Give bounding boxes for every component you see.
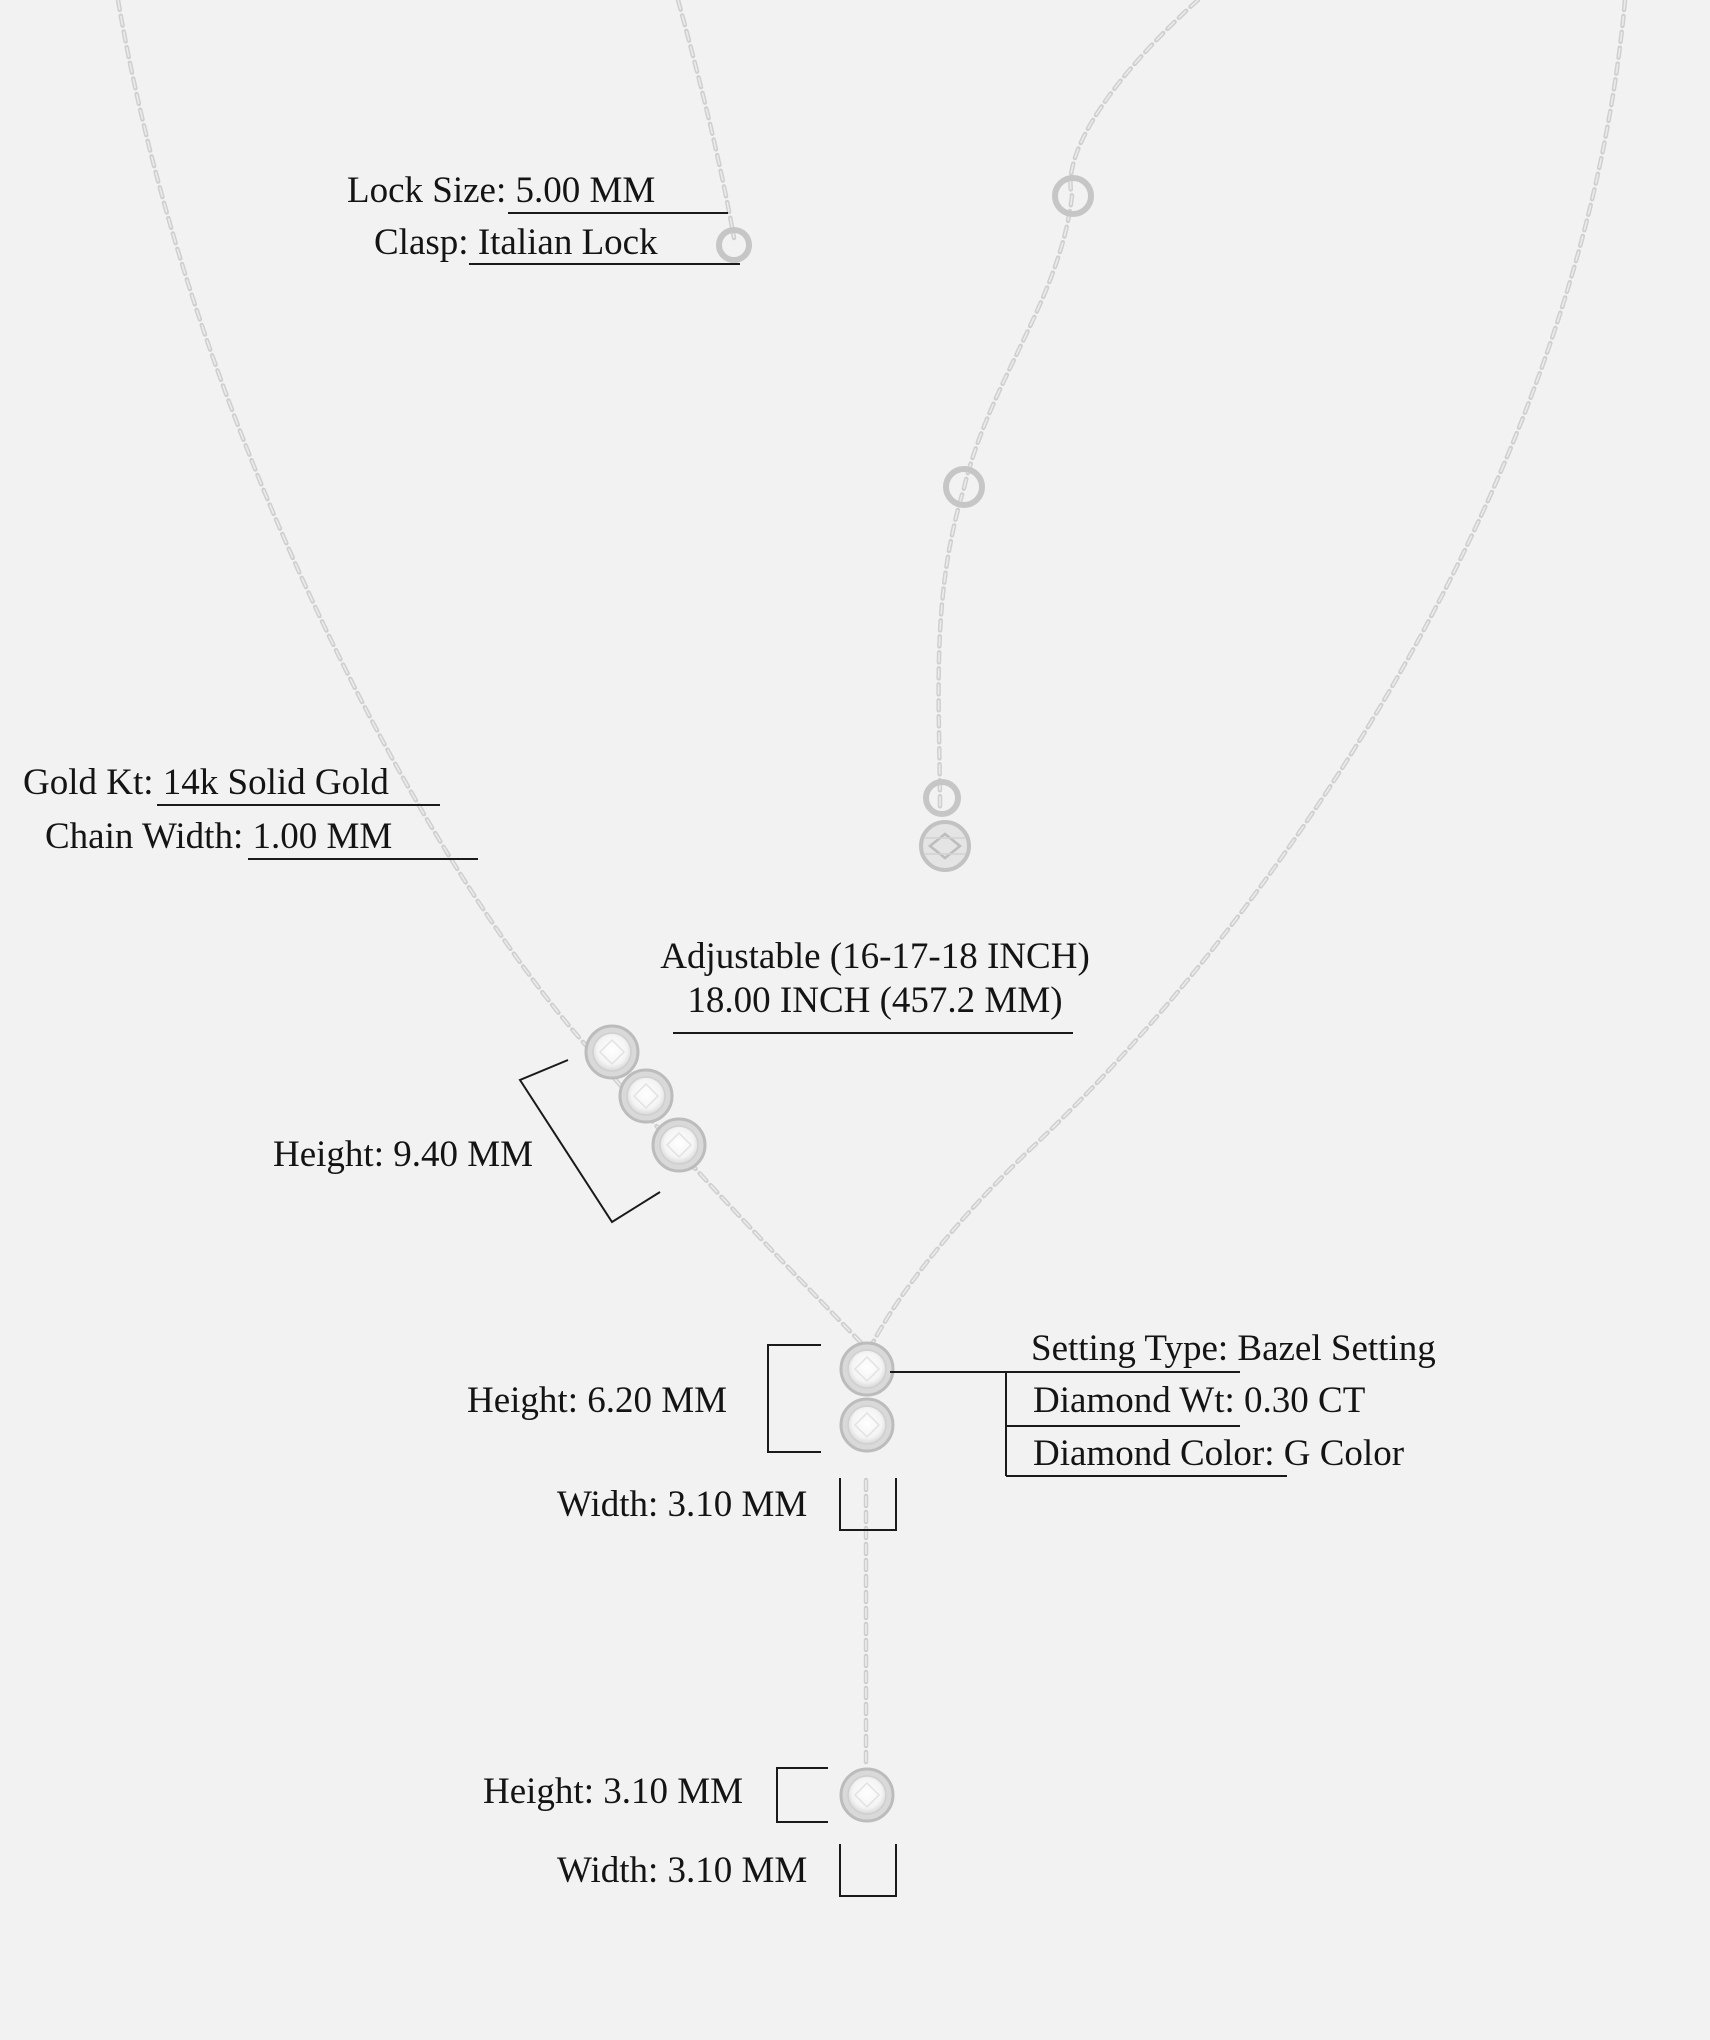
logo-tag-icon	[921, 822, 969, 870]
gold-kt-value: 14k Solid Gold	[162, 762, 389, 803]
clasp-value: Italian Lock	[477, 222, 658, 263]
right-chain-strand	[870, 0, 1625, 1348]
upper-left-chain-to-clasp	[678, 0, 734, 238]
extender-chain	[939, 0, 1198, 812]
length-label	[620, 935, 1130, 1023]
diamond-bar	[586, 1026, 705, 1171]
clasp-label: Clasp: Italian Lock	[374, 222, 658, 263]
annotation-lines	[157, 213, 1287, 1896]
end-width-bracket	[840, 1844, 896, 1896]
diamond-color-value: G Color	[1283, 1433, 1405, 1474]
drop-height-value: 6.20 MM	[587, 1380, 728, 1421]
bar-height-label: Height: 9.40 MM	[273, 1134, 534, 1175]
drop-width-value: 3.10 MM	[667, 1484, 808, 1525]
diamond-wt-label: Diamond Wt: 0.30 CT	[1033, 1380, 1366, 1421]
gold-kt-label: Gold Kt: 14k Solid Gold	[23, 762, 389, 803]
drop-height-bracket	[768, 1345, 821, 1452]
length-value: 18.00 INCH (457.2 MM)	[687, 980, 1063, 1021]
end-height-label: Height: 3.10 MM	[483, 1771, 744, 1812]
diamond-stone	[841, 1399, 893, 1451]
end-height-bracket	[777, 1768, 828, 1822]
diamond-end	[841, 1769, 893, 1821]
diamond-stone	[586, 1026, 638, 1078]
diamond-color-label: Diamond Color: G Color	[1033, 1433, 1405, 1474]
length-adjustable: Adjustable (16-17-18 INCH)	[660, 936, 1090, 977]
extender-rings	[926, 178, 1091, 814]
chain-width-value: 1.00 MM	[252, 816, 393, 857]
diamond-stone	[841, 1343, 893, 1395]
drop-width-label: Width: 3.10 MM	[557, 1484, 808, 1525]
setting-type-label: Setting Type: Bazel Setting	[1031, 1328, 1436, 1369]
end-width-label: Width: 3.10 MM	[557, 1850, 808, 1891]
drop-height-label: Height: 6.20 MM	[467, 1380, 728, 1421]
chain-width-label: Chain Width: 1.00 MM	[45, 816, 393, 857]
diamond-stone	[620, 1070, 672, 1122]
lock-size-label: Lock Size: 5.00 MM	[347, 170, 656, 211]
diamond-wt-value: 0.30 CT	[1244, 1380, 1366, 1421]
lock-size-value: 5.00 MM	[515, 170, 656, 211]
end-height-value: 3.10 MM	[603, 1771, 744, 1812]
diamond-stone	[653, 1119, 705, 1171]
bar-height-value: 9.40 MM	[393, 1134, 534, 1175]
chain	[118, 0, 1625, 1768]
end-width-value: 3.10 MM	[667, 1850, 808, 1891]
setting-type-value: Bazel Setting	[1237, 1328, 1436, 1369]
diamond-drop	[841, 1343, 893, 1451]
